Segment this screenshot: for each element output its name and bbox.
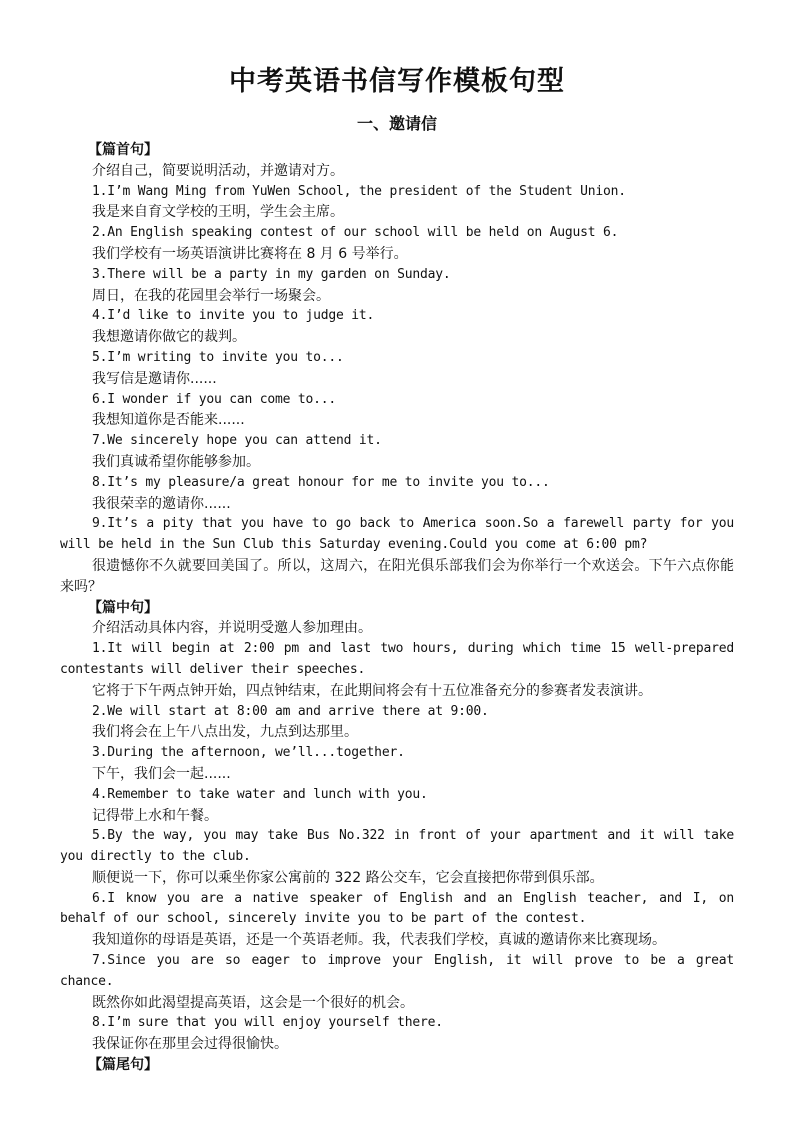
- english-sentence: 8.I’m sure that you will enjoy yourself there.: [92, 1015, 443, 1031]
- chinese-text: 我很荣幸的邀请你......: [92, 495, 231, 512]
- english-sentence: 6.I wonder if you can come to...: [92, 391, 337, 407]
- chinese-text: 记得带上水和午餐。: [92, 807, 218, 824]
- english-sentence: 4.I’d like to invite you to judge it.: [92, 308, 375, 324]
- chinese-text: 我是来自育文学校的王明，学生会主席。: [92, 204, 344, 221]
- section-heading: 【篇中句】: [88, 599, 158, 616]
- chinese-text: 顺便说一下，你可以乘坐你家公寓前的 322 路公交车，它会直接把你带到俱乐部。: [92, 869, 604, 886]
- english-sentence: 3.There will be a party in my garden on Sunday.: [92, 266, 451, 282]
- section-title: 一、邀请信: [356, 114, 437, 133]
- chinese-text: 下午，我们会一起......: [92, 765, 231, 782]
- chinese-text: 我知道你的母语是英语，还是一个英语老师。我，代表我们学校，真诚的邀请你来比赛现场。: [92, 932, 666, 949]
- chinese-text: 我保证你在那里会过得很愉快。: [92, 1036, 288, 1053]
- chinese-text: 很遗憾你不久就要回美国了。所以，这周六，在阳光俱乐部我们会为你举行一个欢送会。下午六点你能来吗？: [60, 557, 734, 595]
- chinese-text: 它将于下午两点钟开始，四点钟结束，在此期间将会有十五位准备充分的参赛者发表演讲。: [92, 682, 652, 699]
- english-sentence: 1.It will begin at 2:00 pm and last two hours, during which time 15 well-prepared contestants will deliver their speeches.: [60, 641, 734, 677]
- document-title: 中考英语书信写作模板句型: [229, 66, 565, 97]
- chinese-text: 介绍活动具体内容，并说明受邀人参加理由。: [92, 620, 372, 637]
- english-sentence: 2.We will start at 8:00 am and arrive there at 9:00.: [92, 703, 489, 719]
- document-body: [60, 140, 734, 1076]
- chinese-text: 我想知道你是否能来......: [92, 412, 245, 429]
- english-sentence: 8.It’s my pleasure/a great honour for me to invite you to...: [92, 474, 550, 490]
- english-sentence: 1.I’m Wang Ming from YuWen School, the president of the Student Union.: [92, 183, 626, 199]
- english-sentence: 5.I’m writing to invite you to...: [92, 349, 344, 365]
- chinese-text: 我想邀请你做它的裁判。: [92, 329, 246, 346]
- section-heading: 【篇尾句】: [88, 1057, 158, 1074]
- english-sentence: 2.An English speaking contest of our school will be held on August 6.: [92, 225, 619, 241]
- chinese-text: 我写信是邀请你......: [92, 370, 217, 387]
- english-sentence: 4.Remember to take water and lunch with you.: [92, 786, 428, 802]
- english-sentence: 3.During the afternoon, we’ll...together.: [92, 745, 405, 761]
- chinese-text: 介绍自己，简要说明活动，并邀请对方。: [92, 162, 344, 179]
- english-sentence: 6.I know you are a native speaker of English and an English teacher, and I, on behalf of our school, sincerely invite you to be part of the contest.: [60, 890, 734, 927]
- chinese-text: 我们将会在上午八点出发，九点到达那里。: [92, 724, 358, 741]
- english-sentence: 9.It’s a pity that you have to go back to America soon.So a farewell party for you will be held in the Sun Club this Saturday evening.Could you come at 6:00 pm?: [60, 516, 734, 553]
- english-sentence: 7.Since you are so eager to improve your English, it will prove to be a great chance.: [60, 953, 734, 989]
- section-heading: 【篇首句】: [88, 142, 158, 158]
- english-sentence: 5.By the way, you may take Bus No.322 in front of your apartment and it will take you directly to the club.: [60, 828, 734, 865]
- english-sentence: 7.We sincerely hope you can attend it.: [92, 433, 382, 449]
- chinese-text: 我们学校有一场英语演讲比赛将在 8 月 6 号举行。: [92, 245, 408, 262]
- chinese-text: 周日，在我的花园里会举行一场聚会。: [92, 287, 330, 304]
- chinese-text: 既然你如此渴望提高英语，这会是一个很好的机会。: [92, 994, 414, 1011]
- chinese-text: 我们真诚希望你能够参加。: [92, 453, 260, 470]
